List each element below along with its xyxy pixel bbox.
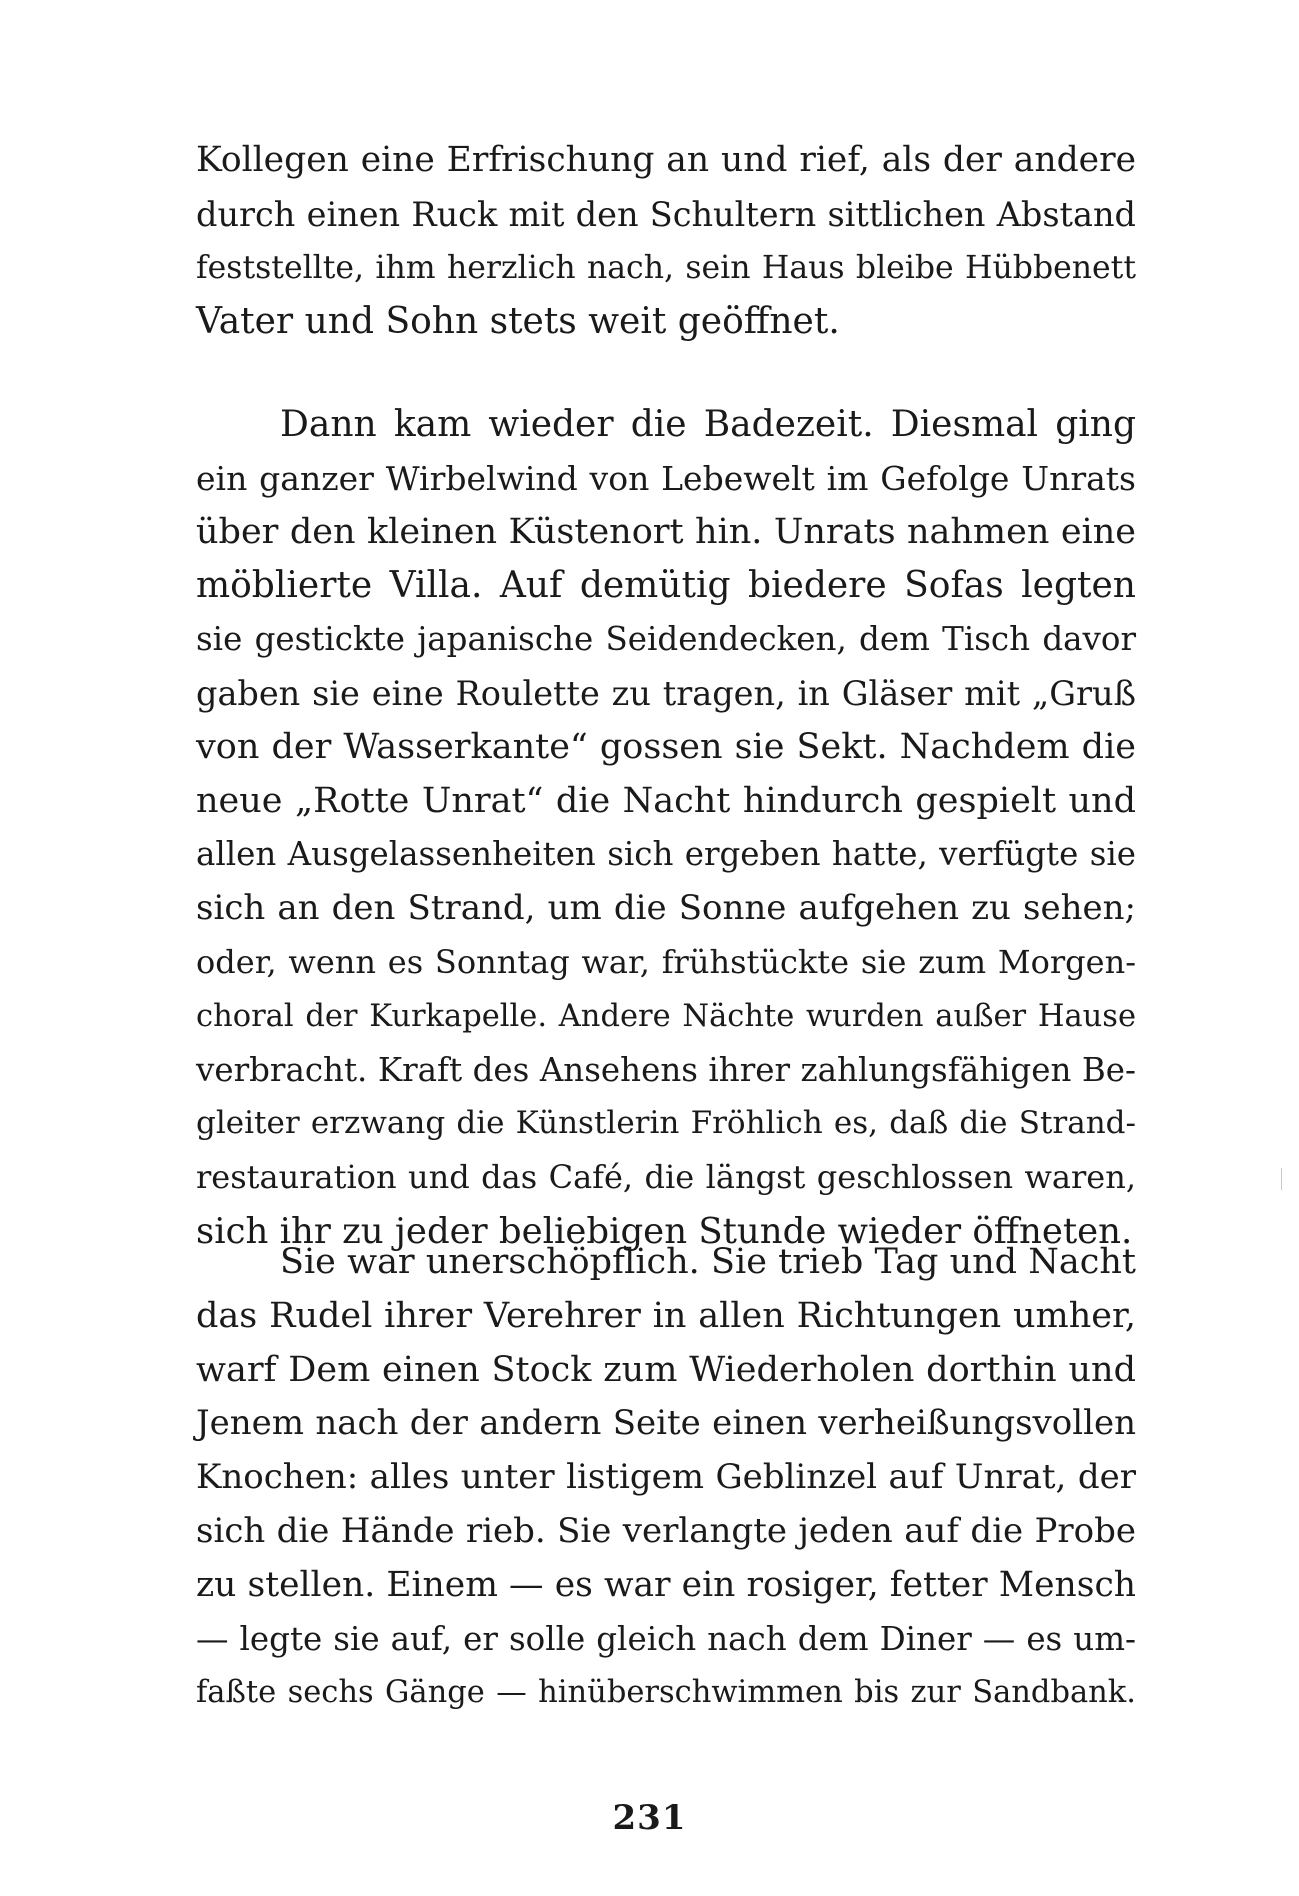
text-line: sie gestickte japanische Seidendecken, dem Tisch davor <box>196 620 1136 659</box>
text-line: gaben sie eine Roulette zu tragen, in Gläser mit „Gruß <box>196 673 1136 713</box>
text-line: möblierte Villa. Auf demütig biedere Sofas legten <box>196 565 1136 607</box>
text-line: durch einen Ruck mit den Schultern sittlichen Abstand <box>196 194 1136 234</box>
text-line: feststellte, ihm herzlich nach, sein Haus bleibe Hübbenett <box>196 249 1136 286</box>
text-line: faßte sechs Gänge — hinüberschwimmen bis zur Sandbank. <box>196 1675 1136 1711</box>
text-line: sich die Hände rieb. Sie verlangte jeden auf die Probe <box>196 1510 1136 1551</box>
text-line: ein ganzer Wirbelwind von Lebewelt im Gefolge Unrats <box>196 458 1136 498</box>
text-line: verbracht. Kraft des Ansehens ihrer zahlungsfähigen Be- <box>196 1050 1136 1089</box>
text-line: gleiter erzwang die Künstlerin Fröhlich es, daß die Strand- <box>196 1105 1136 1142</box>
text-line: — legte sie auf, er solle gleich nach dem Diner — es um- <box>196 1619 1136 1658</box>
text-line: Dann kam wieder die Badezeit. Diesmal ging <box>280 404 1136 445</box>
text-line: oder, wenn es Sonntag war, frühstückte sie zum Morgen- <box>196 942 1136 981</box>
paragraph-2 <box>196 398 1136 1259</box>
text-line: Jenem nach der andern Seite einen verheißungsvollen <box>196 1403 1136 1444</box>
text-line: von der Wasserkante“ gossen sie Sekt. Nachdem die <box>196 726 1136 767</box>
paragraph-1 <box>196 134 1136 349</box>
text-line: sich an den Strand, um die Sonne aufgehen zu sehen; <box>196 888 1136 929</box>
scan-speck <box>1281 1168 1282 1190</box>
paragraph-3 <box>196 1236 1136 1720</box>
text-line: Vater und Sohn stets weit geöffnet. <box>196 301 840 343</box>
text-line: das Rudel ihrer Verehrer in allen Richtungen umher, <box>196 1295 1136 1336</box>
text-line: Sie war unerschöpflich. Sie trieb Tag und Nacht <box>280 1242 1136 1282</box>
text-line: neue „Rotte Unrat“ die Nacht hindurch gespielt und <box>196 780 1136 821</box>
text-line: Kollegen eine Erfrischung an und rief, als der andere <box>196 140 1136 180</box>
page-number: 231 <box>612 1798 687 1838</box>
text-line: über den kleinen Küstenort hin. Unrats nahmen eine <box>196 511 1136 552</box>
text-line: restauration und das Café, die längst geschlossen waren, <box>196 1158 1136 1197</box>
text-line: Knochen: alles unter listigem Geblinzel auf Unrat, der <box>196 1457 1136 1498</box>
text-line: warf Dem einen Stock zum Wiederholen dorthin und <box>196 1349 1136 1390</box>
text-line: choral der Kurkapelle. Andere Nächte wurden außer Hause <box>196 998 1136 1034</box>
text-line: zu stellen. Einem — es war ein rosiger, fetter Mensch <box>196 1564 1136 1605</box>
text-line: allen Ausgelassenheiten sich ergeben hatte, verfügte sie <box>196 835 1136 874</box>
text-line: sich ihr zu jeder beliebigen Stunde wieder öffneten. <box>196 1210 1133 1252</box>
